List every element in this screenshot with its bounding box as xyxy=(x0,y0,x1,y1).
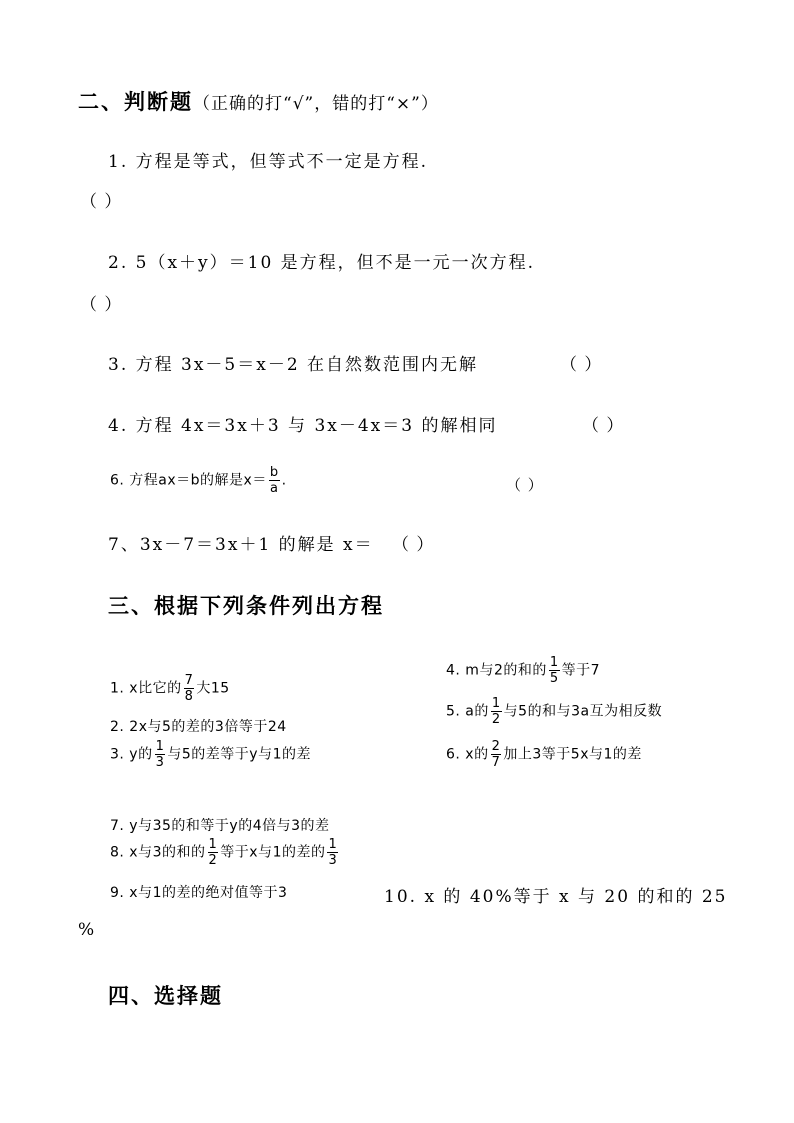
i5-prefix: 5. a的 xyxy=(446,703,489,720)
answer-blank-2[interactable]: （ ） xyxy=(80,295,123,315)
equation-item-2: 2. 2x与5的差的3倍等于24 xyxy=(110,719,287,735)
q6-frac-den: a xyxy=(269,481,279,496)
equation-item-10: 10. x 的 40%等于 x 与 20 的和的 25 xyxy=(384,887,728,907)
equation-item-4 xyxy=(446,656,600,685)
i1-suffix: 大15 xyxy=(196,680,230,697)
i3-num: 1 xyxy=(155,739,165,754)
i4-num: 1 xyxy=(549,655,559,670)
section3-heading: 三、根据下列条件列出方程 xyxy=(108,593,384,618)
i8-num-1: 1 xyxy=(208,837,218,852)
i1-fraction xyxy=(184,674,195,703)
i8-den-2: 3 xyxy=(328,853,338,868)
i8-num-2: 1 xyxy=(328,837,338,852)
i6-fraction xyxy=(491,740,502,769)
i3-fraction xyxy=(155,740,166,769)
judge-question-1: 1. 方程是等式，但等式不一定是方程. xyxy=(108,152,429,172)
equation-item-1 xyxy=(110,674,230,703)
answer-blank-1[interactable]: （ ） xyxy=(80,192,123,212)
equation-item-3 xyxy=(110,740,311,769)
i8-fraction-1 xyxy=(208,838,219,867)
i6-prefix: 6. x的 xyxy=(446,746,489,763)
i5-fraction xyxy=(491,697,502,726)
equation-item-9: 9. x与1的差的绝对值等于3 xyxy=(110,885,288,901)
q6-fraction xyxy=(269,466,280,495)
i1-prefix: 1. x比它的 xyxy=(110,680,182,697)
i1-den: 8 xyxy=(184,689,194,704)
answer-blank-7[interactable]: （ ） xyxy=(392,535,435,555)
section2-instruction: （正确的打“√”，错的打“×”） xyxy=(193,94,439,114)
i8-prefix: 8. x与3的和的 xyxy=(110,844,206,861)
q6-prefix: 6. 方程ax＝b的解是x＝ xyxy=(110,472,267,489)
judge-question-4: 4. 方程 4x＝3x＋3 与 3x－4x＝3 的解相同 xyxy=(108,416,498,436)
section2-title: 二、判断题 xyxy=(78,89,193,114)
i3-den: 3 xyxy=(155,755,165,770)
answer-blank-3[interactable]: （ ） xyxy=(560,355,603,375)
equation-item-6 xyxy=(446,740,642,769)
q6-suffix: . xyxy=(281,472,287,489)
judge-question-7: 7、3x－7＝3x＋1 的解是 x＝ xyxy=(108,535,374,555)
i8-fraction-2 xyxy=(327,838,338,867)
i4-den: 5 xyxy=(549,671,559,686)
i5-suffix: 与5的和与3a互为相反数 xyxy=(503,703,663,720)
i3-prefix: 3. y的 xyxy=(110,746,153,763)
i4-fraction xyxy=(549,656,560,685)
judge-question-2: 2. 5（x＋y）＝10 是方程，但不是一元一次方程. xyxy=(108,253,536,273)
equation-item-7: 7. y与35的和等于y的4倍与3的差 xyxy=(110,818,330,834)
i5-num: 1 xyxy=(491,696,501,711)
i3-suffix: 与5的差等于y与1的差 xyxy=(167,746,311,763)
equation-item-5 xyxy=(446,697,662,726)
equation-item-8 xyxy=(110,838,340,867)
section2-heading xyxy=(78,86,439,116)
i8-den-1: 2 xyxy=(208,853,218,868)
judge-question-3: 3. 方程 3x－5＝x－2 在自然数范围内无解 xyxy=(108,355,479,375)
i6-suffix: 加上3等于5x与1的差 xyxy=(503,746,642,763)
i6-num: 2 xyxy=(491,739,501,754)
answer-blank-6[interactable]: （ ） xyxy=(506,476,544,494)
equation-item-10-wrap: % xyxy=(78,920,97,940)
i8-middle: 等于x与1的差的 xyxy=(220,844,326,861)
answer-blank-4[interactable]: （ ） xyxy=(582,416,625,436)
i1-num: 7 xyxy=(184,673,194,688)
i4-prefix: 4. m与2的和的 xyxy=(446,662,547,679)
i5-den: 2 xyxy=(491,712,501,727)
i4-suffix: 等于7 xyxy=(561,662,601,679)
q6-frac-num: b xyxy=(269,465,279,480)
section4-heading: 四、选择题 xyxy=(108,983,223,1008)
judge-question-6 xyxy=(110,466,287,495)
i6-den: 7 xyxy=(491,755,501,770)
